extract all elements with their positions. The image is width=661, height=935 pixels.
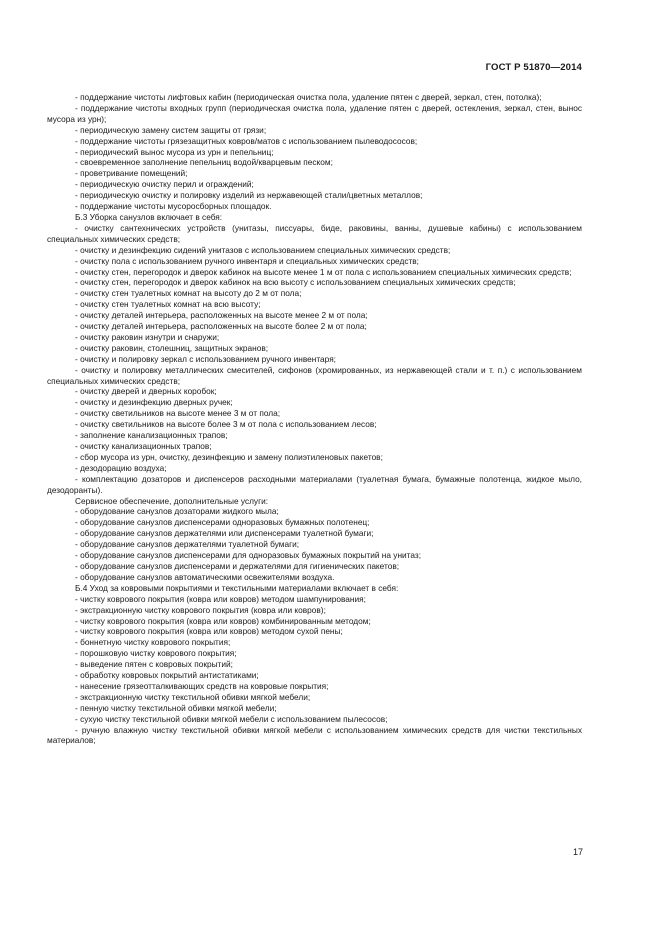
paragraph: Б.4 Уход за ковровыми покрытиями и текстильными материалами включает в себя: [75,582,399,593]
document-body [47,92,582,746]
paragraph: - очистку и дезинфекцию дверных ручек; [75,397,233,408]
paragraph: - ручную влажную чистку текстильной обивки мягкой мебели с использованием химических средств для чистки текстильных материалов; [47,724,582,746]
paragraph: - очистку пола с использованием ручного инвентаря и специальных химических средств; [75,255,419,266]
document-header: ГОСТ Р 51870—2014 [485,62,582,73]
paragraph: - периодическую очистку перил и ограждений; [75,179,254,190]
paragraph: - очистку и дезинфекцию сидений унитазов с использованием специальных химических средств; [75,244,451,255]
paragraph: - сбор мусора из урн, очистку, дезинфекцию и замену полиэтиленовых пакетов; [75,451,383,462]
paragraph: - чистку коврового покрытия (ковра или ковров) комбинированным методом; [75,615,371,626]
page-number: 17 [572,847,583,857]
paragraph: Б.3 Уборка санузлов включает в себя: [75,211,223,222]
paragraph: - дезодорацию воздуха; [75,462,167,473]
paragraph: - оборудование санузлов держателями или диспенсерами туалетной бумаги; [75,528,374,539]
paragraph: - очистку сантехнических устройств (унитазы, писсуары, биде, раковины, ванны, душевые кабины) с использованием специальных химических средств; [47,222,582,244]
paragraph: - периодический вынос мусора из урн и пепельниц; [75,146,274,157]
paragraph: - оборудование санузлов диспенсерами для одноразовых бумажных покрытий на унитаз; [75,550,421,561]
paragraph: - чистку коврового покрытия (ковра или ковров) методом шампунирования; [75,593,366,604]
paragraph: - поддержание чистоты мусоросборных площадок. [75,201,272,212]
paragraph: - очистку канализационных трапов; [75,441,212,451]
paragraph: - заполнение канализационных трапов; [75,430,228,441]
paragraph: - очистку стен туалетных комнат на высоту до 2 м от пола; [75,288,302,299]
paragraph: - очистку и полировку зеркал с использованием ручного инвентаря; [75,353,336,364]
paragraph: - очистку раковин изнутри и снаружи; [75,331,220,342]
paragraph: - оборудование санузлов автоматическими освежителями воздуха. [75,571,335,582]
paragraph: - комплектацию дозаторов и диспенсеров расходными материалами (туалетная бумага, бумажные полотенца, жидкое мыло, дезодоранты). [47,473,582,495]
paragraph: - оборудование санузлов дозаторами жидкого мыла; [75,506,279,517]
paragraph: - обработку ковровых покрытий антистатиками; [75,670,259,681]
paragraph: - оборудование санузлов держателями туалетной бумаги; [75,539,300,550]
paragraph: - очистку и полировку металлических смесителей, сифонов (хромированных, из нержавеющей стали и т. п.) с использованием специальных химических средств; [47,364,582,386]
paragraph: - выведение пятен с ковровых покрытий; [75,659,233,670]
paragraph: - очистку светильников на высоте более 3 м от пола с использованием лесов; [75,419,377,430]
paragraph: - периодическую очистку и полировку изделий из нержавеющей стали/цветных металлов; [75,190,423,201]
paragraph: - экстракционную чистку коврового покрытия (ковра или ковров); [75,604,326,615]
paragraph: - своевременное заполнение пепельниц водой/кварцевым песком; [75,157,333,168]
paragraph: - поддержание чистоты входных групп (периодическая очистка пола, удаление пятен с дверей, остекления, зеркал, стен, вынос мусора из урн); [47,102,582,124]
paragraph: - оборудование санузлов диспенсерами и держателями для гигиенических пакетов; [75,560,400,571]
paragraph: - очистку светильников на высоте менее 3 м от пола; [75,408,281,419]
paragraph: - экстракционную чистку текстильной обивки мягкой мебели; [75,691,311,702]
paragraph: - чистку коврового покрытия (ковра или ковров) методом сухой пены; [75,626,343,637]
paragraph: - очистку стен туалетных комнат на всю высоту; [75,299,261,310]
paragraph: - боннетную чистку коврового покрытия; [75,637,231,648]
paragraph: - очистку деталей интерьера, расположенных на высоте более 2 м от пола; [75,321,367,332]
paragraph: - сухую чистку текстильной обивки мягкой мебели с использованием пылесосов; [75,713,388,724]
paragraph: Сервисное обеспечение, дополнительные услуги: [75,495,269,506]
paragraph: - очистку раковин, столешниц, защитных экранов; [75,342,269,353]
paragraph: - пенную чистку текстильной обивки мягкой мебели; [75,702,277,713]
paragraph: - проветривание помещений; [75,168,188,179]
paragraph: - периодическую замену систем защиты от грязи; [75,124,267,135]
paragraph: - порошковую чистку коврового покрытия; [75,648,237,659]
paragraph: - очистку стен, перегородок и дверок кабинок на высоте менее 1 м от пола с использованием специальных химических средств; [75,266,572,277]
paragraph: - оборудование санузлов диспенсерами одноразовых бумажных полотенец; [75,517,370,528]
paragraph: - очистку деталей интерьера, расположенных на высоте менее 2 м от пола; [75,310,368,321]
paragraph: - очистку дверей и дверных коробок; [75,386,217,397]
paragraph: - поддержание чистоты лифтовых кабин (периодическая очистка пола, удаление пятен с дверей, зеркал, стен, потолка); [75,92,542,102]
paragraph: - поддержание чистоты грязезащитных ковров/матов с использованием пылеводососов; [75,135,418,146]
paragraph: - нанесение грязеотталкивающих средств на ковровые покрытия; [75,680,329,691]
paragraph: - очистку стен, перегородок и дверок кабинок на всю высоту с использованием специальных химических средств; [75,277,516,288]
